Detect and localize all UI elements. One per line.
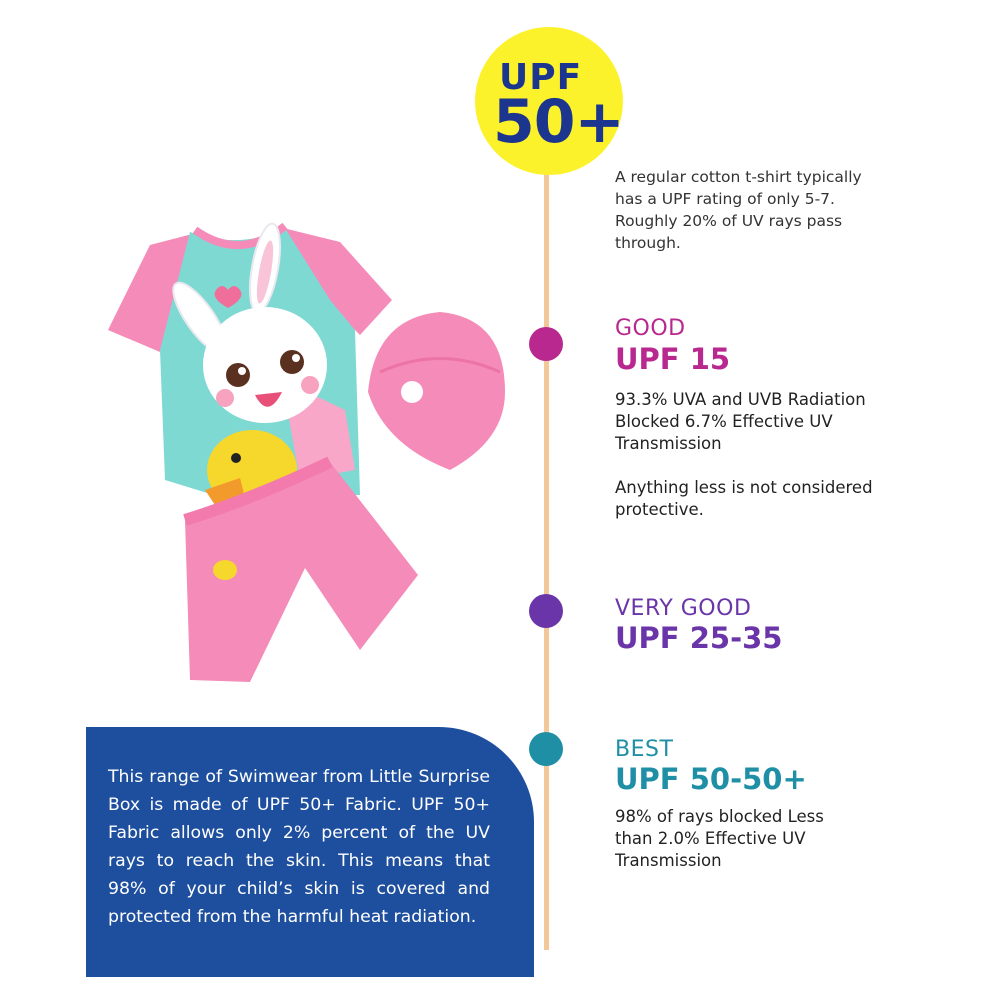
badge-line1: UPF (499, 57, 583, 98)
rabbit-left-eye (226, 363, 250, 387)
info-box (86, 727, 534, 977)
level-description-best: 98% of rays blocked Less than 2.0% Effective UV Transmission (615, 807, 824, 870)
swimsuit-product-image (0, 0, 520, 700)
intro-text: A regular cotton t-shirt typically has a UPF rating of only 5-7. Roughly 20% of UV rays pass through. (615, 168, 862, 252)
level-label-good: GOOD (615, 316, 686, 341)
timeline-dot-good (529, 327, 563, 361)
timeline-dot-very-good (529, 594, 563, 628)
level-value-best: UPF 50-50+ (615, 762, 807, 796)
swim-cap (368, 312, 505, 470)
shorts-duck-logo (213, 560, 237, 580)
level-label-best: BEST (615, 737, 674, 762)
rabbit-right-eye (280, 350, 304, 374)
level-note-good: Anything less is not considered protective. (615, 478, 873, 519)
cap-bunny-logo (401, 381, 423, 403)
level-value-very-good: UPF 25-35 (615, 621, 783, 655)
timeline-line (544, 150, 549, 950)
level-description-good: 93.3% UVA and UVB Radiation Blocked 6.7% Effective UV Transmission (615, 390, 866, 453)
level-label-very-good: VERY GOOD (615, 596, 752, 621)
level-value-good: UPF 15 (615, 342, 731, 376)
timeline-dot-best (529, 732, 563, 766)
badge-line2: 50+ (493, 87, 624, 157)
info-box-text: This range of Swimwear from Little Surprise Box is made of UPF 50+ Fabric. UPF 50+ Fabric allows only 2% percent of the UV rays to reach the skin. This means that 98% of your child’s skin is covered and protected from the harmful heat radiation. (108, 767, 490, 927)
